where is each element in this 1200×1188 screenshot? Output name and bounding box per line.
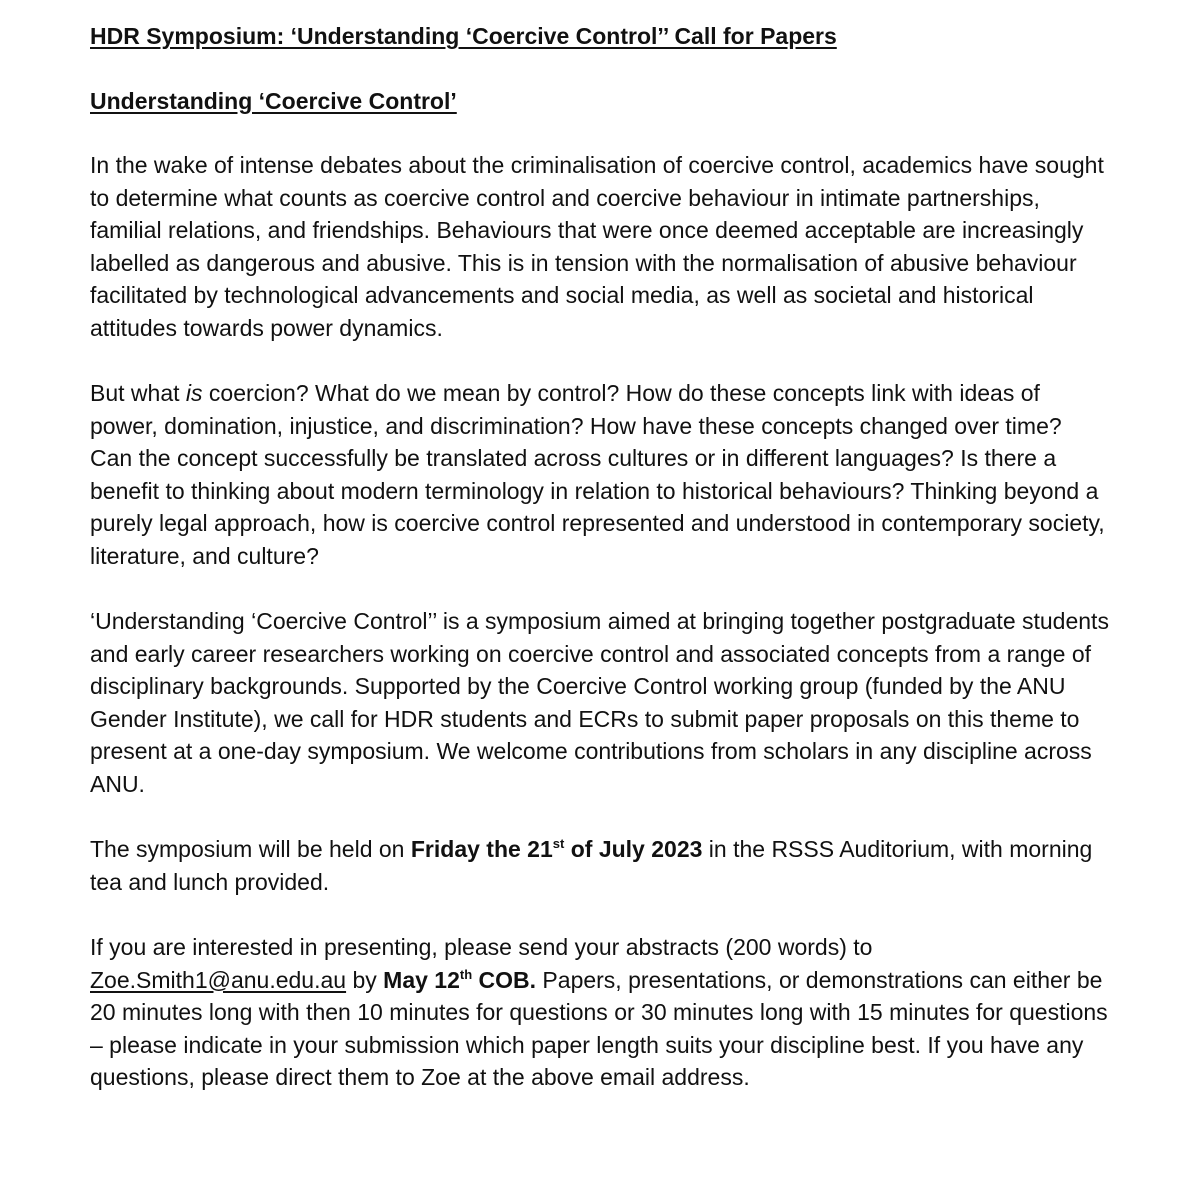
event-date: [411, 836, 703, 862]
questions-paragraph: [90, 377, 1110, 572]
document-page: [90, 20, 1110, 1094]
questions-italic-word: is: [185, 380, 203, 406]
intro-paragraph: In the wake of intense debates about the criminalisation of coercive control, academics have sought to determine what counts as coercive control and coercive behaviour in intimate partnerships, familial relations, and friendships. Behaviours that were once deemed acceptable are increasingly labelled as dangerous and abusive. This is in tension with the normalisation of abusive behaviour facilitated by technological advancements and social media, as well as societal and historical attitudes towards power dynamics.: [90, 152, 1104, 341]
submission-paragraph: [90, 931, 1110, 1094]
symposium-description-paragraph: ‘Understanding ‘Coercive Control’’ is a symposium aimed at bringing together postgraduate students and early career researchers working on coercive control and associated concepts from a range of disciplinary backgrounds. Supported by the Coercive Control working group (funded by the ANU Gender Institute), we call for HDR students and ECRs to submit paper proposals on this theme to present at a one-day symposium. We welcome contributions from scholars in any discipline across ANU.: [90, 608, 1109, 797]
submission-text-by: by: [346, 966, 384, 993]
deadline-cob: COB.: [472, 966, 537, 993]
questions-text-rest: coercion? What do we mean by control? How do these concepts link with ideas of power, domination, injustice, and discrimination? How have these concepts changed over time? Can the concept successfully be translated across cultures or in different languages? Is there a benefit to thinking about modern terminology in relation to historical behaviours? Thinking beyond a purely legal approach, how is coercive control represented and understood in contemporary society, literature, and culture?: [90, 380, 1105, 569]
event-date-day: Friday the 21: [410, 836, 553, 862]
submission-text-intro: If you are interested in presenting, please send your abstracts (200 words) to: [90, 934, 873, 960]
event-details-paragraph: [90, 833, 1110, 898]
event-date-suffix: st: [552, 836, 565, 851]
deadline-day: May 12: [383, 966, 460, 993]
document-title: HDR Symposium: ‘Understanding ‘Coercive Control’’ Call for Papers: [90, 23, 837, 49]
questions-text-start: But what: [90, 380, 186, 406]
deadline-suffix: th: [459, 966, 473, 982]
event-text-start: The symposium will be held on: [90, 836, 411, 862]
event-date-month-year: of July 2023: [564, 836, 703, 862]
section-heading: Understanding ‘Coercive Control’: [90, 87, 457, 114]
event-text-rest: in the RSSS Auditorium, with morning tea and lunch provided.: [90, 836, 1093, 895]
submission-text-rest: Papers, presentations, or demonstrations can either be 20 minutes long with then 10 minutes for questions or 30 minutes long with 15 minutes for questions – please indicate in your submission which paper length suits your discipline best. If you have any questions, please direct them to Zoe at the above email address.: [90, 966, 1108, 1090]
contact-email-link[interactable]: Zoe.Smith1@anu.edu.au: [90, 966, 347, 993]
submission-deadline: [383, 967, 536, 993]
